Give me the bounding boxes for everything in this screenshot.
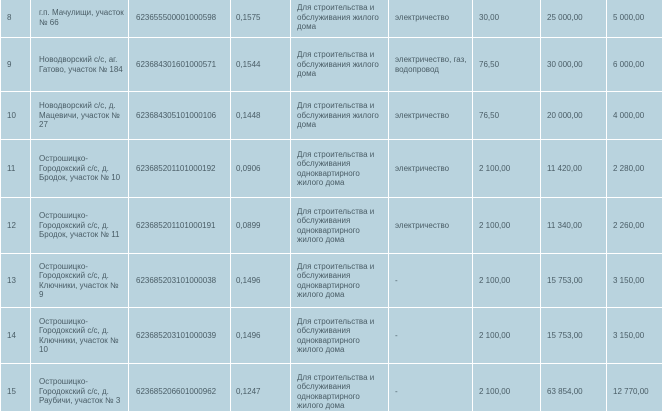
cell-address: Острошицко-Городокский с/с, д. Ключники, участок № 10 (31, 308, 129, 364)
cell-purpose: Для строительства и обслуживания одноквартирного жилого дома (291, 254, 389, 308)
cell-rent: 2 100,00 (473, 364, 541, 411)
cell-deposit: 2 280,00 (607, 140, 662, 198)
cell-address: г.п. Мачулищи, участок № 66 (31, 0, 129, 38)
cell-address: Острошицко-Городокский с/с, д. Ключники, участок № 9 (31, 254, 129, 308)
cell-start-price: 11 420,00 (541, 140, 607, 198)
cell-area: 0,1448 (231, 92, 291, 140)
cell-cadastral-number: 623685203101000039 (129, 308, 231, 364)
cell-utilities: - (389, 308, 473, 364)
cell-purpose: Для строительства и обслуживания одноквартирного жилого дома (291, 140, 389, 198)
cell-cadastral-number: 623685206601000962 (129, 364, 231, 411)
cell-purpose: Для строительства и обслуживания жилого дома (291, 92, 389, 140)
cell-number: 9 (1, 38, 31, 92)
table-row (1, 140, 662, 198)
cell-start-price: 25 000,00 (541, 0, 607, 38)
cell-address: Новодворский с/с, д. Мацевичи, участок № 27 (31, 92, 129, 140)
cell-utilities: электричество, газ, водопровод (389, 38, 473, 92)
cell-deposit: 6 000,00 (607, 38, 662, 92)
cell-utilities: - (389, 364, 473, 411)
cell-area: 0,1247 (231, 364, 291, 411)
cell-purpose: Для строительства и обслуживания жилого дома (291, 0, 389, 38)
cell-rent: 2 100,00 (473, 308, 541, 364)
cell-start-price: 15 753,00 (541, 254, 607, 308)
cell-purpose: Для строительства и обслуживания жилого дома (291, 38, 389, 92)
cell-area: 0,1496 (231, 308, 291, 364)
cell-area: 0,1496 (231, 254, 291, 308)
cell-area: 0,0899 (231, 198, 291, 254)
cell-number: 14 (1, 308, 31, 364)
cell-rent: 30,00 (473, 0, 541, 38)
table-row (1, 92, 662, 140)
cell-utilities: электричество (389, 92, 473, 140)
cell-cadastral-number: 623684301601000571 (129, 38, 231, 92)
cell-utilities: электричество (389, 198, 473, 254)
cell-utilities: электричество (389, 140, 473, 198)
cell-utilities: - (389, 254, 473, 308)
cell-deposit: 12 770,00 (607, 364, 662, 411)
cell-number: 13 (1, 254, 31, 308)
cell-address: Острошицко-Городокский с/с, д. Раубичи, участок № 3 (31, 364, 129, 411)
cell-number: 11 (1, 140, 31, 198)
cell-start-price: 63 854,00 (541, 364, 607, 411)
table-row (1, 198, 662, 254)
table-row (1, 254, 662, 308)
cell-deposit: 5 000,00 (607, 0, 662, 38)
cell-cadastral-number: 623655500001000598 (129, 0, 231, 38)
cell-rent: 2 100,00 (473, 140, 541, 198)
cell-start-price: 20 000,00 (541, 92, 607, 140)
cell-address: Острошицко-Городокский с/с, д. Бродок, участок № 10 (31, 140, 129, 198)
cell-purpose: Для строительства и обслуживания одноквартирного жилого дома (291, 198, 389, 254)
cell-cadastral-number: 623685203101000038 (129, 254, 231, 308)
cell-address: Острошицко-Городокский с/с, д. Бродок, участок № 11 (31, 198, 129, 254)
cell-purpose: Для строительства и обслуживания одноквартирного жилого дома (291, 364, 389, 411)
table-row (1, 38, 662, 92)
cell-start-price: 15 753,00 (541, 308, 607, 364)
cell-rent: 76,50 (473, 38, 541, 92)
table-body (1, 0, 662, 411)
cell-cadastral-number: 623685201101000192 (129, 140, 231, 198)
cell-rent: 76,50 (473, 92, 541, 140)
cell-deposit: 2 260,00 (607, 198, 662, 254)
cell-deposit: 3 150,00 (607, 308, 662, 364)
cell-cadastral-number: 623685201101000191 (129, 198, 231, 254)
cell-deposit: 3 150,00 (607, 254, 662, 308)
cell-area: 0,1575 (231, 0, 291, 38)
cell-start-price: 30 000,00 (541, 38, 607, 92)
cell-utilities: электричество (389, 0, 473, 38)
cell-number: 10 (1, 92, 31, 140)
cell-area: 0,0906 (231, 140, 291, 198)
cell-cadastral-number: 623684305101000106 (129, 92, 231, 140)
cell-deposit: 4 000,00 (607, 92, 662, 140)
cell-number: 8 (1, 0, 31, 38)
cell-number: 12 (1, 198, 31, 254)
cell-start-price: 11 340,00 (541, 198, 607, 254)
cell-address: Новодворский с/с, аг. Гатово, участок № 184 (31, 38, 129, 92)
cell-rent: 2 100,00 (473, 254, 541, 308)
table-row (1, 364, 662, 411)
cell-area: 0,1544 (231, 38, 291, 92)
cell-rent: 2 100,00 (473, 198, 541, 254)
cell-purpose: Для строительства и обслуживания одноквартирного жилого дома (291, 308, 389, 364)
cell-number: 15 (1, 364, 31, 411)
table-row (1, 308, 662, 364)
table-row (1, 0, 662, 38)
